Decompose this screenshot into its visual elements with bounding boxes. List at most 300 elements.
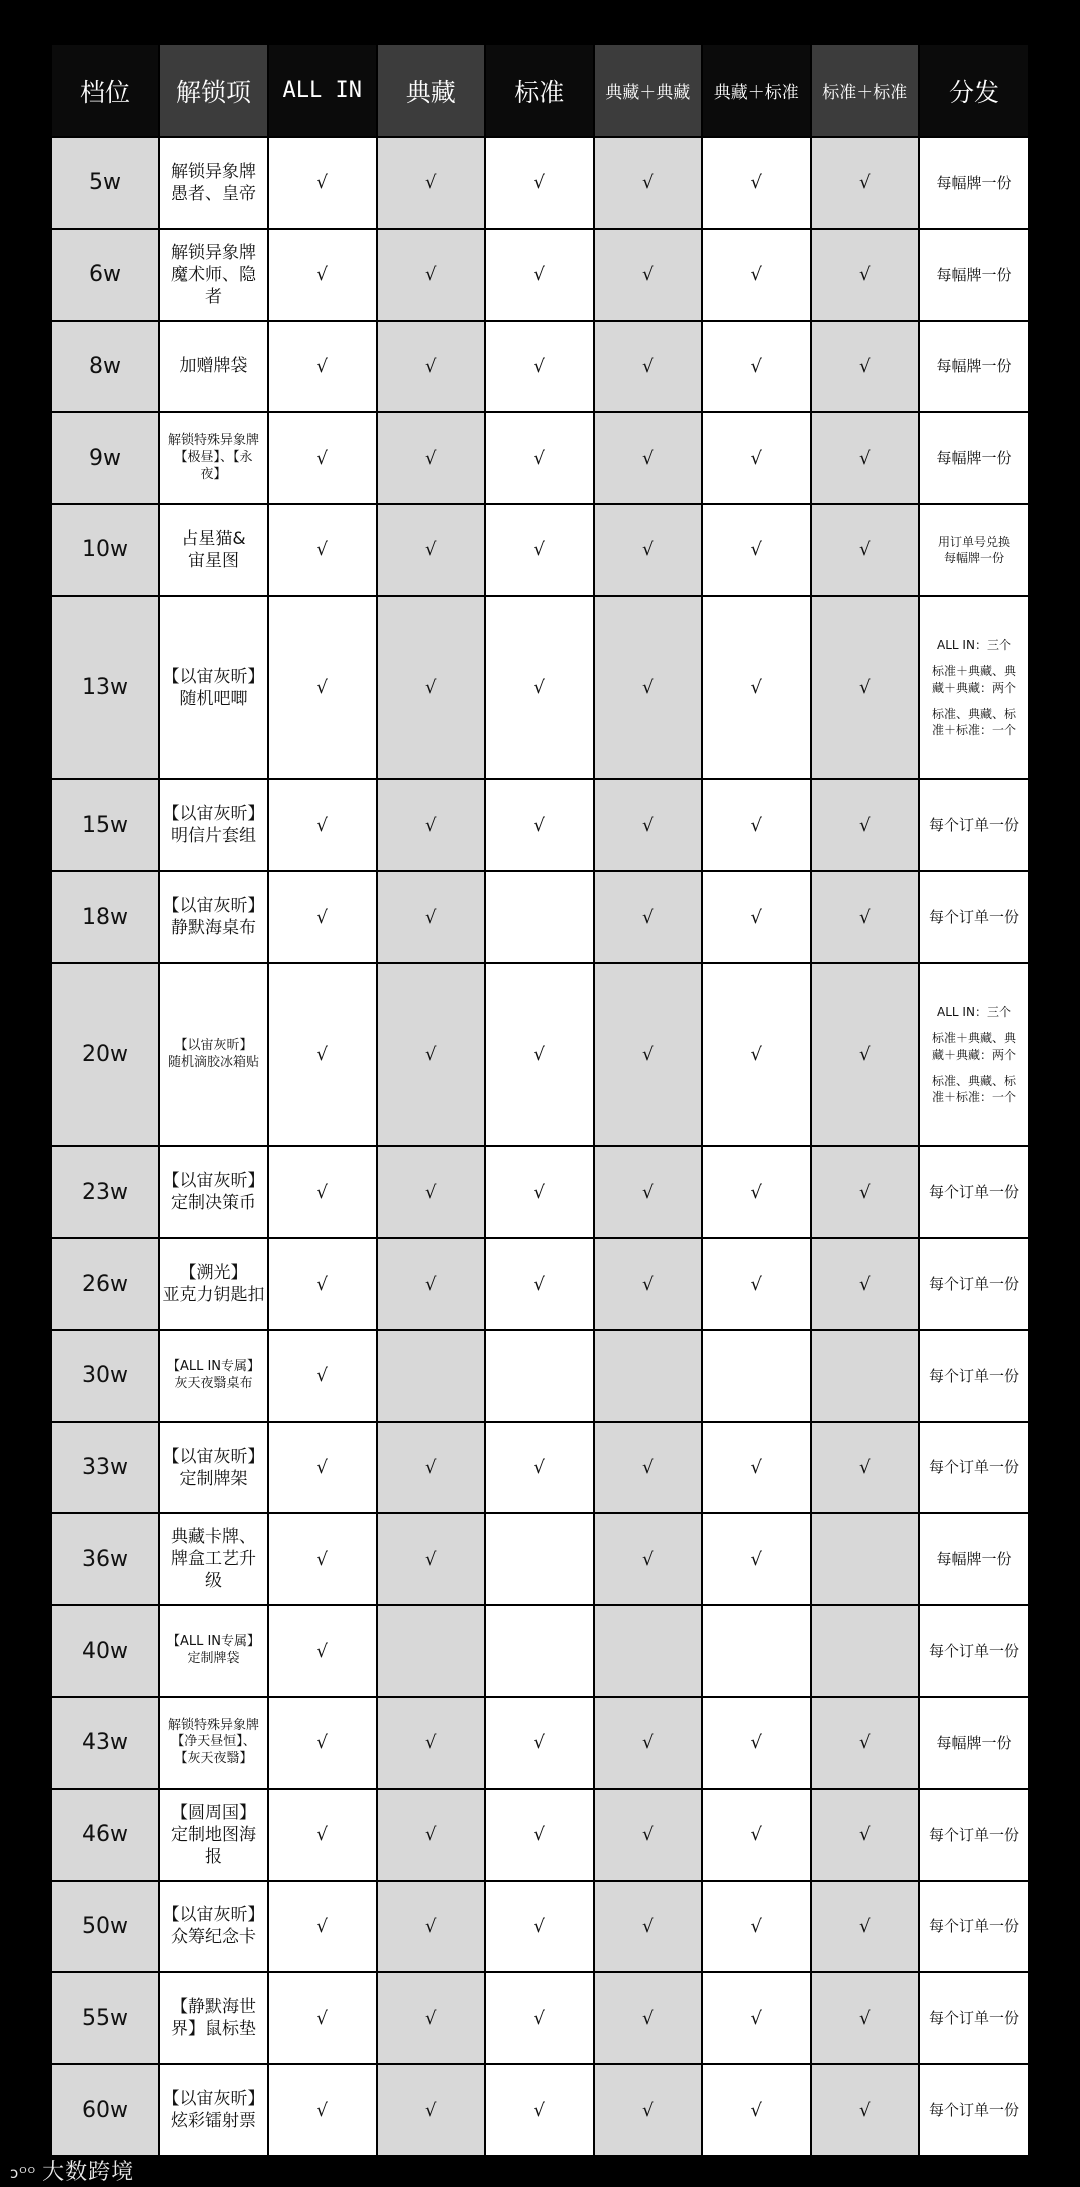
check-mark-icon: √ (750, 677, 762, 699)
distribution-line: 每个订单一份 (928, 1825, 1019, 1844)
distribution-cell (919, 1422, 1029, 1514)
unlock-item-cell (159, 1146, 268, 1238)
unlock-item-line: 【ALL IN专属】 (166, 1634, 261, 1650)
check-cell-all-in (268, 779, 377, 871)
check-mark-icon: √ (316, 1640, 328, 1662)
check-cell-standard-plus-standard (811, 1605, 920, 1697)
header-all-in: ALL IN (268, 44, 377, 137)
table-row (51, 2064, 1029, 2156)
check-mark-icon: √ (533, 355, 545, 377)
check-mark-icon: √ (316, 1365, 328, 1387)
unlock-item-line: 【静默海世 (171, 1997, 256, 2018)
check-mark-icon: √ (316, 1915, 328, 1937)
check-mark-icon: √ (859, 355, 871, 377)
unlock-item-line: 者 (205, 286, 222, 307)
unlock-item-line: 定制牌袋 (187, 1651, 240, 1667)
check-mark-icon: √ (316, 355, 328, 377)
check-cell-collector-plus-standard (702, 1789, 811, 1881)
check-mark-icon: √ (316, 1732, 328, 1754)
distribution-line: 标准＋典藏、典 (931, 1031, 1016, 1046)
distribution-line: 每幅牌一份 (936, 1733, 1012, 1752)
unlock-item-line: 夜】 (200, 466, 227, 482)
check-cell-standard (485, 137, 594, 229)
distribution-cell (919, 137, 1029, 229)
unlock-item-cell (159, 412, 268, 504)
check-mark-icon: √ (642, 539, 654, 561)
unlock-item-line: 【ALL IN专属】 (166, 1358, 261, 1374)
check-cell-standard (485, 1513, 594, 1605)
unlock-item-line: 宙星图 (188, 550, 239, 571)
unlock-item-cell (159, 779, 268, 871)
check-cell-standard (485, 1605, 594, 1697)
check-cell-collector-plus-collector (594, 1422, 703, 1514)
check-mark-icon: √ (425, 447, 437, 469)
unlock-item-cell (159, 1422, 268, 1514)
check-mark-icon: √ (750, 2099, 762, 2121)
tier-cell: 43w (51, 1697, 159, 1789)
check-cell-collector-plus-collector (594, 1330, 703, 1422)
table-row (51, 1238, 1029, 1330)
distribution-line: 每个订单一份 (928, 1366, 1019, 1385)
check-cell-standard-plus-standard (811, 1330, 920, 1422)
check-mark-icon: √ (533, 1915, 545, 1937)
table-row (51, 1972, 1029, 2064)
tier-cell: 8w (51, 321, 159, 413)
tier-cell: 30w (51, 1330, 159, 1422)
distribution-line: 标准、典藏、标 (931, 1073, 1016, 1088)
check-mark-icon: √ (642, 677, 654, 699)
check-cell-standard-plus-standard (811, 2064, 920, 2156)
tier-cell: 15w (51, 779, 159, 871)
check-cell-collector-plus-collector (594, 504, 703, 596)
unlock-item-line: 典藏卡牌、 (171, 1527, 256, 1548)
watermark-text: 大数跨境 (42, 2160, 135, 2185)
check-mark-icon: √ (750, 1181, 762, 1203)
check-cell-all-in (268, 412, 377, 504)
unlock-item-cell (159, 1238, 268, 1330)
watermark (10, 2155, 134, 2186)
unlock-item-line: 加赠牌袋 (179, 356, 248, 377)
check-cell-collector (377, 1330, 486, 1422)
check-mark-icon: √ (316, 1824, 328, 1846)
unlock-item-cell (159, 1330, 268, 1422)
check-cell-collector-plus-collector (594, 1697, 703, 1789)
distribution-line: 每个订单一份 (928, 1642, 1019, 1660)
check-mark-icon: √ (750, 172, 762, 194)
table-row (51, 871, 1029, 963)
check-cell-standard-plus-standard (811, 412, 920, 504)
check-cell-collector-plus-standard (702, 229, 811, 321)
check-mark-icon: √ (533, 1044, 545, 1066)
unlock-item-line: 明信片套组 (171, 826, 256, 847)
check-mark-icon: √ (425, 264, 437, 286)
check-cell-collector (377, 596, 486, 780)
check-mark-icon: √ (316, 1457, 328, 1479)
unlock-item-line: 随机吧唧 (179, 688, 248, 709)
distribution-line: 每幅牌一份 (936, 265, 1012, 284)
check-mark-icon: √ (425, 2007, 437, 2029)
check-cell-collector-plus-standard (702, 963, 811, 1147)
tier-cell: 33w (51, 1422, 159, 1514)
tier-cell: 10w (51, 504, 159, 596)
check-mark-icon: √ (425, 355, 437, 377)
check-cell-standard-plus-standard (811, 1422, 920, 1514)
check-cell-standard-plus-standard (811, 1972, 920, 2064)
header-collector-plus-standard: 典藏＋标准 (702, 44, 811, 137)
distribution-line: 藏＋典藏：两个 (931, 1047, 1016, 1062)
check-mark-icon: √ (533, 264, 545, 286)
tier-cell: 46w (51, 1789, 159, 1881)
tier-cell: 9w (51, 412, 159, 504)
distribution-line: 用订单号兑换 (937, 534, 1010, 549)
tier-cell: 50w (51, 1881, 159, 1973)
check-cell-standard-plus-standard (811, 1513, 920, 1605)
tier-cell: 13w (51, 596, 159, 780)
check-mark-icon: √ (425, 1181, 437, 1203)
check-cell-collector (377, 412, 486, 504)
check-cell-collector-plus-standard (702, 1697, 811, 1789)
check-mark-icon: √ (859, 906, 871, 928)
check-cell-collector-plus-collector (594, 596, 703, 780)
check-cell-collector-plus-standard (702, 504, 811, 596)
check-mark-icon: √ (316, 2099, 328, 2121)
check-mark-icon: √ (316, 1548, 328, 1570)
check-cell-collector-plus-collector (594, 963, 703, 1147)
check-cell-collector (377, 1881, 486, 1973)
check-mark-icon: √ (642, 1915, 654, 1937)
tier-cell: 60w (51, 2064, 159, 2156)
check-mark-icon: √ (859, 1181, 871, 1203)
check-cell-standard-plus-standard (811, 596, 920, 780)
check-mark-icon: √ (316, 1273, 328, 1295)
unlock-item-cell (159, 229, 268, 321)
distribution-cell (919, 1238, 1029, 1330)
check-mark-icon: √ (859, 1824, 871, 1846)
check-cell-collector-plus-standard (702, 1238, 811, 1330)
check-cell-standard-plus-standard (811, 504, 920, 596)
check-mark-icon: √ (316, 1044, 328, 1066)
check-mark-icon: √ (859, 1044, 871, 1066)
check-cell-collector-plus-collector (594, 1789, 703, 1881)
unlock-item-cell (159, 871, 268, 963)
check-cell-collector (377, 1146, 486, 1238)
check-mark-icon: √ (859, 2099, 871, 2121)
check-cell-all-in (268, 1422, 377, 1514)
check-cell-all-in (268, 2064, 377, 2156)
check-mark-icon: √ (642, 1044, 654, 1066)
unlock-item-line: 定制决策币 (171, 1193, 256, 1214)
check-mark-icon: √ (859, 264, 871, 286)
distribution-cell (919, 779, 1029, 871)
check-cell-collector-plus-collector (594, 321, 703, 413)
check-mark-icon: √ (750, 1273, 762, 1295)
unlock-item-line: 解锁特殊异象牌 (167, 1717, 259, 1733)
check-mark-icon: √ (425, 1044, 437, 1066)
check-mark-icon: √ (316, 677, 328, 699)
check-cell-standard (485, 1422, 594, 1514)
distribution-line: 每个订单一份 (928, 816, 1019, 835)
check-mark-icon: √ (316, 172, 328, 194)
distribution-gap (920, 1020, 1028, 1030)
check-mark-icon: √ (425, 2099, 437, 2121)
distribution-line: ALL IN：三个 (937, 1005, 1011, 1020)
check-cell-collector-plus-collector (594, 871, 703, 963)
tier-cell: 26w (51, 1238, 159, 1330)
table-row (51, 412, 1029, 504)
check-mark-icon: √ (750, 1044, 762, 1066)
check-cell-collector-plus-standard (702, 1605, 811, 1697)
check-mark-icon: √ (859, 1273, 871, 1295)
check-cell-collector (377, 504, 486, 596)
check-cell-collector (377, 1422, 486, 1514)
check-mark-icon: √ (425, 1548, 437, 1570)
check-mark-icon: √ (425, 172, 437, 194)
check-mark-icon: √ (642, 1181, 654, 1203)
check-cell-all-in (268, 1146, 377, 1238)
unlock-item-cell (159, 321, 268, 413)
check-cell-collector-plus-collector (594, 779, 703, 871)
distribution-line: 每个订单一份 (928, 1458, 1019, 1477)
check-mark-icon: √ (316, 814, 328, 836)
check-cell-standard (485, 321, 594, 413)
check-cell-standard (485, 1697, 594, 1789)
check-cell-collector-plus-collector (594, 1238, 703, 1330)
check-mark-icon: √ (642, 172, 654, 194)
check-cell-collector (377, 963, 486, 1147)
check-mark-icon: √ (750, 1915, 762, 1937)
unlock-item-line: 占星猫& (181, 528, 246, 549)
check-mark-icon: √ (533, 1824, 545, 1846)
check-cell-standard-plus-standard (811, 1238, 920, 1330)
check-mark-icon: √ (859, 172, 871, 194)
unlock-item-line: 【极昼】、【永 (174, 449, 253, 465)
check-cell-standard (485, 2064, 594, 2156)
tier-cell: 36w (51, 1513, 159, 1605)
distribution-cell (919, 871, 1029, 963)
check-cell-collector-plus-standard (702, 137, 811, 229)
unlock-item-cell (159, 1881, 268, 1973)
check-mark-icon: √ (533, 1457, 545, 1479)
check-mark-icon: √ (642, 1824, 654, 1846)
distribution-line: 每幅牌一份 (936, 1550, 1012, 1569)
check-cell-standard (485, 1330, 594, 1422)
unlock-item-line: 牌盒工艺升 (171, 1549, 256, 1570)
distribution-line: 每个订单一份 (928, 1917, 1019, 1936)
distribution-cell (919, 412, 1029, 504)
check-cell-standard-plus-standard (811, 779, 920, 871)
table-row (51, 1697, 1029, 1789)
check-cell-collector-plus-standard (702, 1330, 811, 1422)
table-row (51, 1513, 1029, 1605)
unlock-item-cell (159, 963, 268, 1147)
check-cell-all-in (268, 1972, 377, 2064)
check-cell-all-in (268, 1238, 377, 1330)
check-cell-collector-plus-standard (702, 871, 811, 963)
unlock-item-line: 解锁特殊异象牌 (167, 432, 259, 448)
check-cell-all-in (268, 137, 377, 229)
check-cell-collector-plus-collector (594, 1972, 703, 2064)
table-row (51, 1605, 1029, 1697)
check-cell-collector-plus-standard (702, 596, 811, 780)
check-cell-all-in (268, 1881, 377, 1973)
check-cell-collector (377, 2064, 486, 2156)
distribution-line: 每个订单一份 (928, 2100, 1019, 2119)
tier-cell: 6w (51, 229, 159, 321)
check-cell-collector-plus-collector (594, 137, 703, 229)
distribution-cell (919, 1605, 1029, 1697)
check-mark-icon: √ (750, 2007, 762, 2029)
tier-cell: 40w (51, 1605, 159, 1697)
check-cell-collector-plus-collector (594, 1513, 703, 1605)
check-mark-icon: √ (533, 1732, 545, 1754)
unlock-item-cell (159, 137, 268, 229)
check-mark-icon: √ (859, 1457, 871, 1479)
check-cell-collector (377, 229, 486, 321)
unlock-item-line: 【以宙灰昕】 (162, 895, 265, 916)
check-cell-all-in (268, 1513, 377, 1605)
check-cell-collector (377, 1789, 486, 1881)
check-mark-icon: √ (642, 2099, 654, 2121)
header-tier: 档位 (51, 44, 159, 137)
check-cell-standard (485, 412, 594, 504)
unlock-item-line: 定制牌架 (179, 1468, 248, 1489)
check-mark-icon: √ (859, 1732, 871, 1754)
unlock-item-line: 【以宙灰昕】 (162, 2088, 265, 2109)
check-cell-standard (485, 871, 594, 963)
check-cell-standard (485, 596, 594, 780)
tier-cell: 23w (51, 1146, 159, 1238)
check-mark-icon: √ (533, 1181, 545, 1203)
unlock-item-line: 随机滴胶冰箱贴 (167, 1054, 259, 1070)
distribution-cell (919, 1697, 1029, 1789)
unlock-item-line: 【灰天夜翳】 (174, 1751, 253, 1767)
check-cell-collector-plus-standard (702, 412, 811, 504)
unlock-item-line: 【以宙灰昕】 (174, 1037, 253, 1053)
check-cell-standard-plus-standard (811, 1789, 920, 1881)
check-cell-standard (485, 1146, 594, 1238)
unlock-item-cell (159, 1605, 268, 1697)
check-mark-icon: √ (533, 2099, 545, 2121)
check-mark-icon: √ (642, 1732, 654, 1754)
check-mark-icon: √ (859, 1915, 871, 1937)
distribution-line: ALL IN：三个 (937, 638, 1011, 653)
unlock-item-cell (159, 1789, 268, 1881)
distribution-line: 标准、典藏、标 (931, 706, 1016, 721)
check-cell-collector (377, 1697, 486, 1789)
table-row (51, 1146, 1029, 1238)
distribution-cell (919, 963, 1029, 1147)
check-cell-all-in (268, 504, 377, 596)
check-cell-collector-plus-collector (594, 1146, 703, 1238)
unlock-item-line: 【以宙灰昕】 (162, 1446, 265, 1467)
distribution-line: 每幅牌一份 (936, 173, 1012, 192)
header-row (51, 44, 1029, 137)
check-mark-icon: √ (642, 2007, 654, 2029)
distribution-gap (920, 653, 1028, 663)
check-cell-standard (485, 1881, 594, 1973)
distribution-line: 每个订单一份 (928, 1183, 1019, 1202)
watermark-logo-icon: ↄᴼᴼ (10, 2164, 37, 2182)
check-cell-collector (377, 779, 486, 871)
check-mark-icon: √ (642, 906, 654, 928)
check-cell-standard-plus-standard (811, 229, 920, 321)
check-mark-icon: √ (750, 814, 762, 836)
distribution-cell (919, 1513, 1029, 1605)
check-cell-collector-plus-standard (702, 1881, 811, 1973)
distribution-line: 每幅牌一份 (943, 550, 1004, 565)
header-unlock-item: 解锁项 (159, 44, 268, 137)
table-row (51, 1422, 1029, 1514)
check-mark-icon: √ (533, 539, 545, 561)
unlock-item-line: 报 (205, 1846, 222, 1867)
check-cell-standard-plus-standard (811, 1146, 920, 1238)
distribution-cell (919, 1972, 1029, 2064)
check-cell-collector (377, 137, 486, 229)
check-cell-collector (377, 1972, 486, 2064)
distribution-gap (920, 696, 1028, 706)
distribution-cell (919, 596, 1029, 780)
check-cell-collector-plus-standard (702, 1422, 811, 1514)
unlock-item-line: 解锁异象牌 (171, 242, 256, 263)
unlock-item-line: 级 (205, 1571, 222, 1592)
check-mark-icon: √ (425, 906, 437, 928)
check-mark-icon: √ (859, 677, 871, 699)
check-mark-icon: √ (750, 1457, 762, 1479)
check-mark-icon: √ (533, 447, 545, 469)
check-mark-icon: √ (533, 814, 545, 836)
check-cell-all-in (268, 596, 377, 780)
check-cell-collector-plus-standard (702, 1972, 811, 2064)
distribution-line: 每个订单一份 (928, 2009, 1019, 2028)
check-cell-collector-plus-collector (594, 412, 703, 504)
check-cell-standard-plus-standard (811, 321, 920, 413)
distribution-line: 每幅牌一份 (936, 357, 1012, 376)
check-mark-icon: √ (316, 447, 328, 469)
check-cell-all-in (268, 963, 377, 1147)
table-row (51, 321, 1029, 413)
table-row (51, 963, 1029, 1147)
check-cell-standard (485, 1789, 594, 1881)
check-cell-collector (377, 1513, 486, 1605)
check-cell-collector (377, 321, 486, 413)
table-row (51, 1330, 1029, 1422)
distribution-cell (919, 2064, 1029, 2156)
unlock-item-cell (159, 1972, 268, 2064)
reward-tier-table (50, 43, 1030, 2157)
tier-cell: 20w (51, 963, 159, 1147)
check-cell-all-in (268, 1330, 377, 1422)
check-mark-icon: √ (425, 1273, 437, 1295)
check-cell-standard (485, 504, 594, 596)
check-mark-icon: √ (533, 172, 545, 194)
distribution-cell (919, 1881, 1029, 1973)
distribution-line: 藏＋典藏：两个 (931, 680, 1016, 695)
check-cell-collector (377, 1605, 486, 1697)
header-standard: 标准 (485, 44, 594, 137)
distribution-cell (919, 504, 1029, 596)
check-mark-icon: √ (750, 1548, 762, 1570)
table-row (51, 229, 1029, 321)
unlock-item-cell (159, 2064, 268, 2156)
distribution-line: 每个订单一份 (928, 1274, 1019, 1293)
check-mark-icon: √ (642, 1457, 654, 1479)
check-cell-collector-plus-collector (594, 1881, 703, 1973)
table-row (51, 1881, 1029, 1973)
check-mark-icon: √ (316, 1181, 328, 1203)
unlock-item-cell (159, 596, 268, 780)
check-mark-icon: √ (533, 1273, 545, 1295)
check-mark-icon: √ (316, 2007, 328, 2029)
